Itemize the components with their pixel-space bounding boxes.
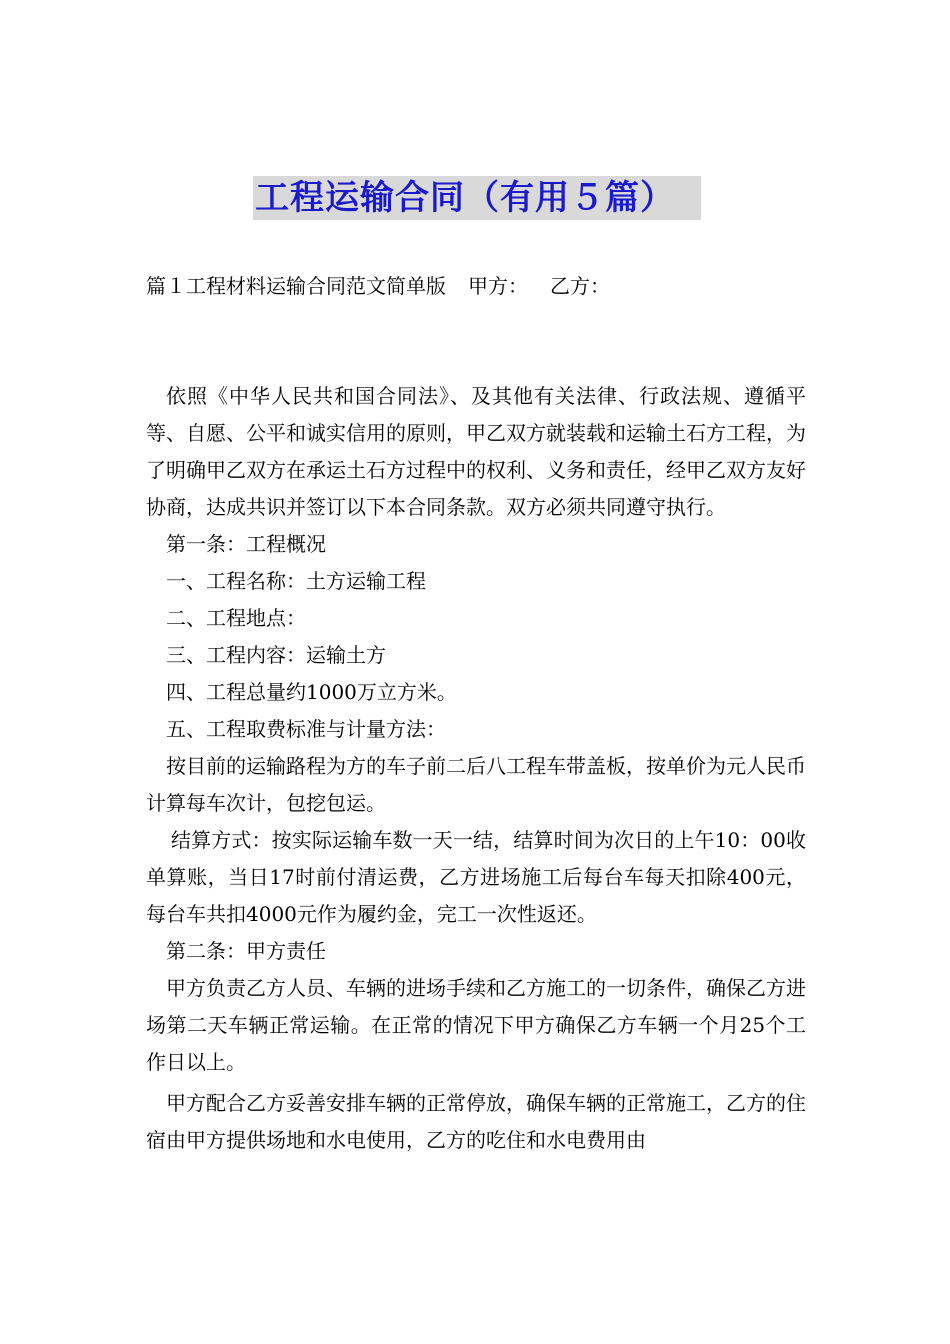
- project-location-item: 二、工程地点：: [166, 606, 306, 630]
- party-b-label: 乙方：: [550, 274, 610, 298]
- preamble-paragraph: 依照《中华人民共和国合同法》、及其他有关法律、行政法规、遵循平等、自愿、公平和诚实信用的原则，甲乙双方就装载和运输土石方工程，为了明确甲乙双方在承运土石方过程中的权利、义务和责任，经甲乙双方友好协商，达成共识并签订以下本合同条款。双方必须共同遵守执行。: [146, 384, 806, 519]
- party-a-duty-paragraph-2: 甲方配合乙方妥善安排车辆的正常停放，确保车辆的正常施工，乙方的住宿由甲方提供场地和水电使用，乙方的吃住和水电费用由: [146, 1091, 806, 1152]
- article-2-heading: 第二条：甲方责任: [166, 939, 326, 963]
- party-a-label: 甲方：: [468, 274, 528, 298]
- settlement-paragraph: 结算方式：按实际运输车数一天一结，结算时间为次日的上午10：00收单算账，当日17时前付清运费，乙方进场施工后每台车每天扣除400元，每台车共扣4000元作为履约金，完工一次性返还。: [146, 828, 806, 926]
- document-title: 工程运输合同（有用５篇）: [253, 176, 701, 220]
- article-1-heading: 第一条：工程概况: [166, 532, 326, 556]
- contract-subtitle-line: [146, 270, 610, 302]
- project-volume-item: 四、工程总量约1000万立方米。: [166, 680, 457, 704]
- project-content-item: 三、工程内容：运输土方: [166, 643, 386, 667]
- title-container: [0, 176, 950, 220]
- fee-standard-item: 五、工程取费标准与计量方法：: [166, 717, 446, 741]
- project-name-item: 一、工程名称：土方运输工程: [166, 569, 426, 593]
- contract-body: [146, 378, 806, 1159]
- pricing-paragraph: 按目前的运输路程为方的车子前二后八工程车带盖板，按单价为元人民币计算每车次计，包挖包运。: [146, 754, 806, 815]
- party-a-duty-paragraph-1: 甲方负责乙方人员、车辆的进场手续和乙方施工的一切条件，确保乙方进场第二天车辆正常运输。在正常的情况下甲方确保乙方车辆一个月25个工作日以上。: [146, 976, 806, 1074]
- contract-heading: 篇１工程材料运输合同范文简单版: [146, 274, 446, 298]
